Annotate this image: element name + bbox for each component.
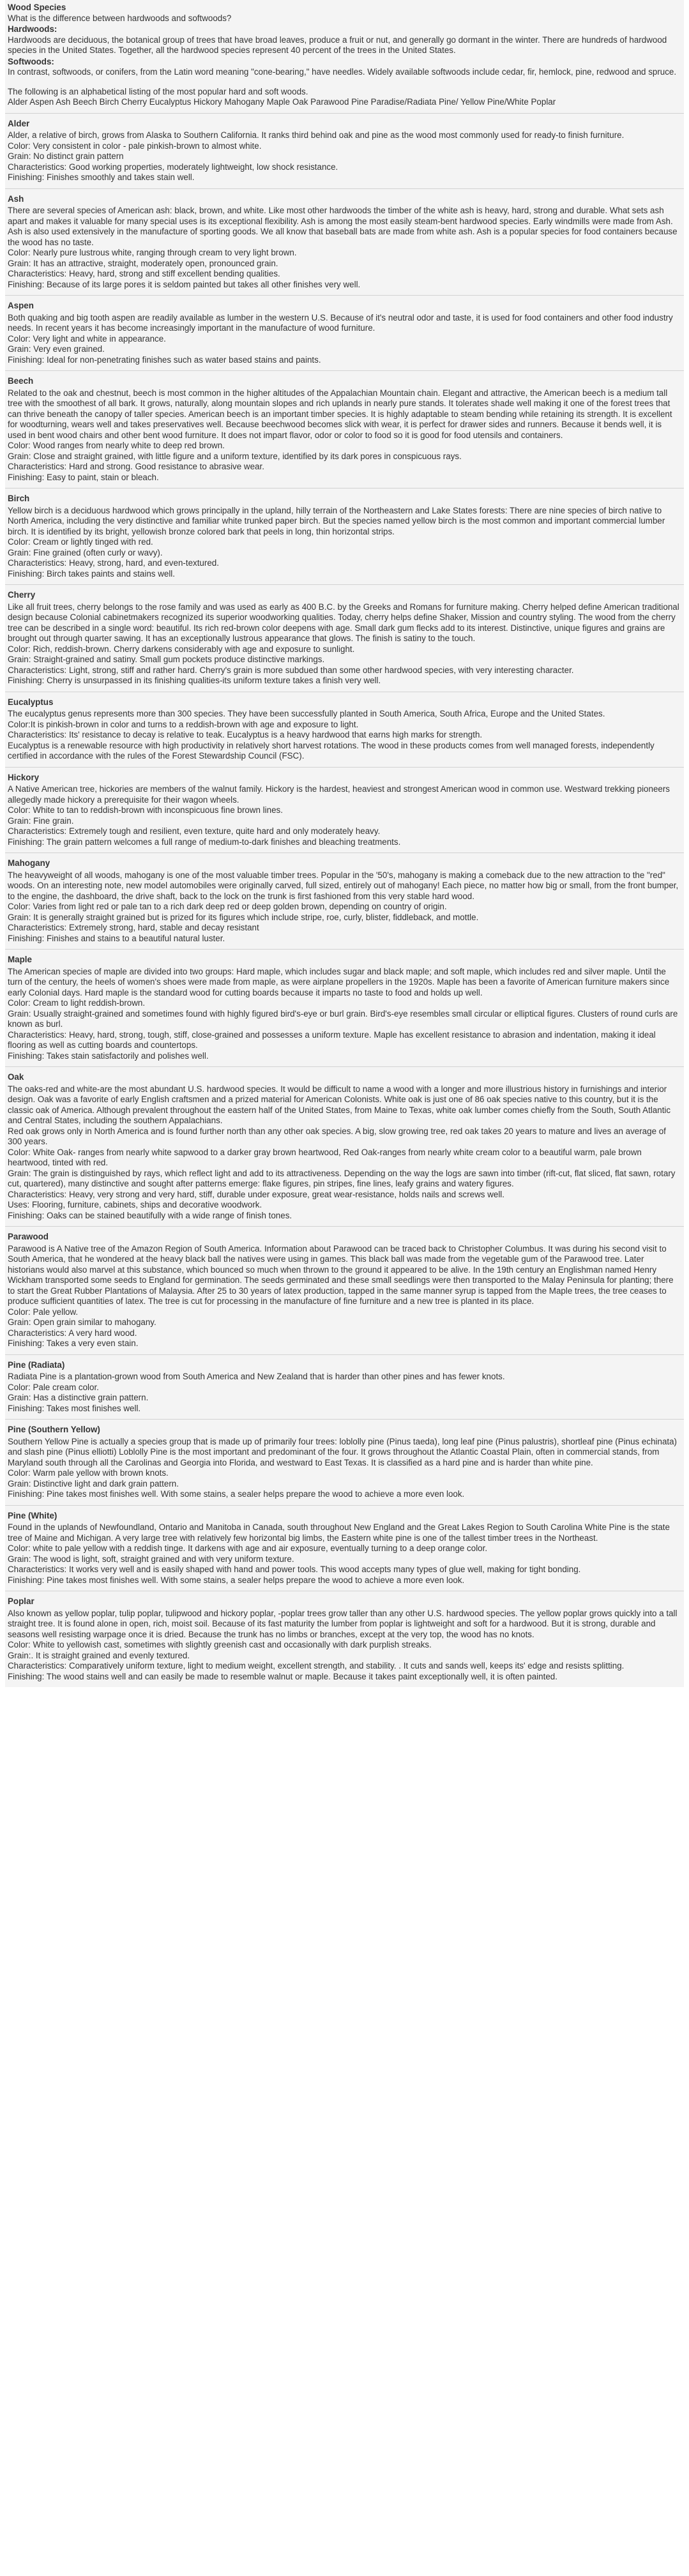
species-title: Mahogany (8, 858, 50, 868)
softwoods-heading: Softwoods: (8, 56, 54, 66)
species-line: Grain: Distinctive light and dark grain pattern. (8, 1478, 179, 1489)
species-line: Radiata Pine is a plantation-grown wood from South America and New Zealand that is harder than other pines and has fewer knots. (8, 1372, 505, 1381)
species-line: Characteristics: Light, strong, stiff and rather hard. Cherry's grain is more subdued than some other hardwood species, with very interesting character. (8, 665, 574, 675)
species-title: Hickory (8, 772, 40, 782)
species-section (5, 188, 684, 296)
species-line: Color: Varies from light red or pale tan to a rich dark deep red or deep golden brown, depending on country of origin. (8, 902, 447, 911)
hardwoods-text: Hardwoods are deciduous, the botanical group of trees that have broad leaves, produce a fruit or nut, and generally go dormant in the winter. There are hundreds of hardwood species in the United States. Together, all the hardwood species represent 40 percent of the trees in the United States. (8, 34, 667, 55)
species-line: Color: White to tan to reddish-brown with inconspicuous fine brown lines. (8, 805, 283, 815)
species-line: Grain: Open grain similar to mahogany. (8, 1317, 156, 1327)
intro-question: What is the difference between hardwoods and softwoods? (8, 13, 232, 23)
species-line: Grain: Very even grained. (8, 344, 105, 354)
species-section (5, 1226, 684, 1354)
species-line: Grain: The wood is light, soft, straight grained and with very uniform texture. (8, 1554, 294, 1564)
page-title: Wood Species (8, 3, 66, 12)
species-title: Alder (8, 118, 30, 128)
species-title: Birch (8, 494, 30, 503)
species-line: Color: Very light and white in appearance. (8, 333, 166, 344)
species-line: Yellow birch is a deciduous hardwood which grows principally in the upland, hilly terrain of the Northeastern and Lake States forests: There are nine species of birch native to North America, including the very distinctive and familiar white trunked paper birch. But the species named yellow birch is the most common and important commercial lumber birch. It is identified by its bright, yellowish bronze colored bark that peels in long, thin horizontal strips. (8, 505, 665, 536)
species-line: Color:It is pinkish-brown in color and turns to a reddish-brown with age and exposure to light. (8, 719, 359, 729)
species-line: Like all fruit trees, cherry belongs to the rose family and was used as early as 400 B.C. by the Greeks and Romans for furniture making. Cherry helped define American traditional design because Colonial cabinetmakers recognized its superior woodworking qualities. Today, cherry helps define Shaker, Mission and country styling. The wood from the cherry tree can be described in a single word: beautiful. Its rich red-brown color deepens with age. Small dark gum flecks add to its interest. Distinctive, unique figures and grains are brought out through quarter sawing. It has an exceptionally lustrous appearance that glows. The finish is satiny to the touch. (8, 602, 679, 643)
species-list: Alder Aspen Ash Beech Birch Cherry Eucalyptus Hickory Mahogany Maple Oak Parawood Pine Paradise/Radiata Pine/ Yellow Pine/White Poplar (8, 97, 556, 107)
species-line: Grain: Has a distinctive grain pattern. (8, 1393, 149, 1402)
intro-section (5, 3, 684, 113)
page (5, 0, 684, 1687)
species-line: Finishing: The wood stains well and can easily be made to resemble walnut or maple. Because it takes paint exceptionally well, it is often painted. (8, 1671, 557, 1681)
species-line: Finishing: Oaks can be stained beautifully with a wide range of finish tones. (8, 1210, 292, 1220)
species-line: Finishing: Pine takes most finishes well. With some stains, a sealer helps prepare the wood to achieve a more even look. (8, 1489, 465, 1499)
species-line: Finishing: Takes stain satisfactorily and polishes well. (8, 1050, 209, 1061)
species-title: Beech (8, 376, 34, 386)
species-line: Color: Very consistent in color - pale pinkish-brown to almost white. (8, 140, 262, 151)
species-line: Finishing: Finishes smoothly and takes stain well. (8, 172, 195, 182)
species-title: Ash (8, 193, 24, 204)
species-section (5, 370, 684, 488)
species-line: Characteristics: It works very well and is easily shaped with hand and power tools. This wood accepts many types of glue well, making for tight bonding. (8, 1565, 581, 1574)
species-line: Uses: Flooring, furniture, cabinets, ships and decorative woodwork. (8, 1200, 262, 1209)
species-line: Color: White Oak- ranges from nearly white sapwood to a darker gray brown heartwood, Red Oak-ranges from nearly white cream color to a beautiful warm, pale brown heartwood, tinted with red. (8, 1147, 642, 1167)
species-title: Aspen (8, 301, 34, 310)
species-title: Poplar (8, 1596, 34, 1606)
species-line: Alder, a relative of birch, grows from Alaska to Southern California. It ranks third behind oak and pine as the wood most commonly used for ready-to finish furniture. (8, 130, 625, 140)
species-line: Finishing: Takes a very even stain. (8, 1338, 139, 1348)
species-line: Finishing: Because of its large pores it is seldom painted but takes all other finishes very well. (8, 279, 361, 289)
species-line: Grain: Fine grained (often curly or wavy). (8, 547, 163, 557)
species-line: Red oak grows only in North America and is found further north than any other oak species. A big, slow growing tree, red oak takes 20 years to mature and lives an average of 300 years. (8, 1126, 666, 1146)
species-line: Characteristics: Heavy, hard, strong and stiff excellent bending qualities. (8, 269, 280, 278)
species-section (5, 1066, 684, 1226)
species-title: Parawood (8, 1232, 49, 1241)
species-line: Southern Yellow Pine is actually a species group that is made up of primarily four trees: loblolly pine (Pinus taeda), long leaf pine (Pinus palustris), shortleaf pine (Pinus echinata) and slash pine (Pinus elliotti) Loblolly Pine is the most important and predominant of the four. It grows throughout the Atlantic Coastal Plain, often in commercial stands, from Maryland south through all the Carolinas and Georgia into Florida, and westward to East Texas. It is classified as a hard pine and is harder than white pine. (8, 1436, 678, 1467)
species-line: Color: Pale yellow. (8, 1307, 79, 1317)
species-line: Parawood is A Native tree of the Amazon Region of South America. Information about Parawood can be traced back to Christopher Columbus. It was during his second visit to South America, that he wondered at the heavy black ball the natives were using in games. This black ball was made from the vegetable gum of the Parawood tree. Later historians would also marvel at this substance, which bounced so much when thrown to the ground it appeared to be alive. In the 19th century an Englishman named Henry Wickham transported some seeds to England for germination. The seeds germinated and these small seedlings were then transported to the Malay Peninsula for planting; there to start the Great Rubber Plantations of Malaysia. After 25 to 30 years of latex production, tapped in the same manner syrup is tapped from the Maple trees, the tree ceases to produce sufficient quantities of latex. The tree is cut for processing in the manufacture of fine furniture and a new tree is planted in its place. (8, 1243, 674, 1306)
species-title: Maple (8, 955, 32, 964)
species-section (5, 1591, 684, 1687)
species-line: Finishing: Birch takes paints and stains well. (8, 568, 175, 579)
species-line: A Native American tree, hickories are members of the walnut family. Hickory is the hardest, heaviest and strongest American wood in common use. Westward trekking pioneers allegedly made hickory a prerequisite for their wagon wheels. (8, 784, 670, 805)
species-section (5, 584, 684, 692)
species-section (5, 488, 684, 584)
species-title: Eucalyptus (8, 697, 54, 707)
species-line: Grain: Usually straight-grained and sometimes found with highly figured bird's-eye or burl grain. Bird's-eye resembles small circular or elliptical figures. Clusters of round curls are known as burl. (8, 1008, 678, 1029)
species-line: Grain: It has an attractive, straight, moderately open, pronounced grain. (8, 258, 278, 268)
species-line: The American species of maple are divided into two groups: Hard maple, which includes sugar and black maple; and soft maple, which includes red and silver maple. Until the turn of the century, the heels of women's shoes were made from maple, as were airplane propellers in the 1920s. Maple has been a favorite of American furniture makers since early Colonial days. Hard maple is the standard wood for cutting boards because it imparts no taste to food and holds up well. (8, 966, 670, 997)
species-line: Characteristics: Extremely strong, hard, stable and decay resistant (8, 923, 259, 932)
species-line: Color: Wood ranges from nearly white to deep red brown. (8, 441, 225, 450)
species-line: The eucalyptus genus represents more than 300 species. They have been successfully planted in South America, South Africa, Europe and the United States. (8, 709, 605, 718)
species-container (5, 113, 684, 1688)
species-line: Characteristics: Hard and strong. Good resistance to abrasive wear. (8, 462, 264, 471)
species-title: Pine (Southern Yellow) (8, 1425, 100, 1434)
species-line: Finishing: Takes most finishes well. (8, 1403, 141, 1413)
species-line: Characteristics: Heavy, hard, strong, tough, stiff, close-grained and possesses a uniform texture. Maple has excellent resistance to abrasion and indentation, making it ideal flooring as well as cutting boards and countertops. (8, 1029, 656, 1050)
species-line: Grain: No distinct grain pattern (8, 151, 124, 161)
species-section (5, 1505, 684, 1591)
species-line: Also known as yellow poplar, tulip poplar, tulipwood and hickory poplar, -poplar trees grow taller than any other U.S. hardwood species. The yellow poplar grows quickly into a tall straight tree. It is found alone in open, rich, moist soil. Because of its fast maturity the lumber from poplar is lightweight and soft for a hardwood. But it is strong, durable and seasons well resisting warpage once it is dried. Because the trunk has no limbs or branches, except at the very top, the wood has no knots. (8, 1608, 678, 1639)
species-line: Finishing: Finishes and stains to a beautiful natural luster. (8, 933, 225, 943)
species-line: Grain: Straight-grained and satiny. Small gum pockets produce distinctive markings. (8, 655, 325, 664)
species-line: Eucalyptus is a renewable resource with high productivity in relatively short harvest rotations. The wood in these products comes from well managed forests, independently certified in accordance with the rules of the Forest Stewardship Council (FSC). (8, 740, 655, 761)
species-section (5, 692, 684, 767)
species-title: Cherry (8, 590, 36, 600)
species-line: Characteristics: Heavy, very strong and very hard, stiff, durable under exposure, great wear-resistance, holds nails and screws well. (8, 1189, 505, 1199)
species-line: Color: Cream or lightly tinged with red. (8, 537, 153, 547)
species-line: Finishing: Pine takes most finishes well. With some stains, a sealer helps prepare the wood to achieve a more even look. (8, 1575, 465, 1585)
species-section (5, 1419, 684, 1505)
species-title: Oak (8, 1072, 24, 1082)
species-line: The oaks-red and white-are the most abundant U.S. hardwood species. It would be difficult to name a wood with a longer and more illustrious history in furnishings and interior design. Oak was a favorite of early English craftsmen and a prized material for American Colonists. White oak is just one of 86 oak species native to this country, but it is the classic oak of America. Although prevalent throughout the eastern half of the United States, from Maine to Texas, white oak lumber comes chiefly from the South, South Atlantic and Central States, including the southern Appalachians. (8, 1084, 671, 1125)
species-line: Color: Cream to light reddish-brown. (8, 998, 146, 1008)
species-line: Both quaking and big tooth aspen are readily available as lumber in the western U.S. Because of it's neutral odor and taste, it is used for food containers and other food industry needs. In recent years it has become increasingly important in the manufacture of wood furniture. (8, 312, 673, 333)
species-line: Finishing: The grain pattern welcomes a full range of medium-to-dark finishes and bleaching treatments. (8, 837, 401, 847)
species-line: Grain: It is generally straight grained but is prized for its figures which include stripe, roe, curly, blister, fiddleback, and mottle. (8, 912, 479, 922)
hardwoods-heading: Hardwoods: (8, 24, 57, 34)
species-line: Color: Nearly pure lustrous white, ranging through cream to very light brown. (8, 248, 297, 257)
species-line: Characteristics: Comparatively uniform texture, light to medium weight, excellent strength, and stability. . It cuts and sands well, keeps its' edge and resists splitting. (8, 1661, 625, 1671)
species-title: Pine (Radiata) (8, 1360, 65, 1370)
species-section (5, 113, 684, 188)
species-title: Pine (White) (8, 1510, 57, 1520)
species-line: Color: Rich, reddish-brown. Cherry darkens considerably with age and exposure to sunlight. (8, 644, 355, 654)
species-line: Finishing: Cherry is unsurpassed in its finishing qualities-its uniform texture takes a finish very well. (8, 676, 381, 685)
species-line: Color: Pale cream color. (8, 1382, 99, 1392)
species-line: Characteristics: Extremely tough and resilient, even texture, quite hard and only moderately heavy. (8, 826, 381, 836)
species-section (5, 852, 684, 949)
species-section (5, 1354, 684, 1420)
species-line: Finishing: Easy to paint, stain or bleach. (8, 472, 159, 482)
species-line: Color: White to yellowish cast, sometimes with slightly greenish cast and occasionally with dark purplish streaks. (8, 1640, 432, 1649)
spacer (8, 78, 681, 87)
species-section (5, 295, 684, 370)
species-line: Characteristics: A very hard wood. (8, 1328, 137, 1338)
species-section (5, 767, 684, 853)
species-section (5, 949, 684, 1066)
species-line: Related to the oak and chestnut, beech is most common in the higher altitudes of the Appalachian Mountain chain. Elegant and attractive, the American beech is a medium tall tree with the smoothest of all bark. It grows, naturally, along mountain slopes and rich uplands in nearly pure stands. It tolerates shade well making it one of the forest trees that can thrive beneath the canopy of taller species. American beech is an important timber species. It is highly adaptable to steam bending while retaining its strength. It is excellent for woodturning, wears well and takes preservatives well. Because beechwood becomes slick with wear, it is perfect for drawer sides and runners. Because it bends well, it is used in bent wood chairs and other bent wood furniture. It does not impart flavor, odor or color to food so it is good for food utensils and containers. (8, 388, 672, 440)
species-line: There are several species of American ash: black, brown, and white. Like most other hardwoods the timber of the white ash is heavy, hard, strong and durable. What sets ash apart and makes it valuable for many special uses is its exceptional flexibility. Ash is among the most easily steam-bent hardwood species. Early windmills were made from Ash. Ash is also used extensively in the manufacture of sporting goods. We all know that baseball bats are made from white ash. Ash is a popular species for food containers because the wood has no taste. (8, 206, 678, 247)
species-line: Characteristics: Good working properties, moderately lightweight, low shock resistance. (8, 162, 338, 172)
softwoods-text: In contrast, softwoods, or conifers, from the Latin word meaning "cone-bearing," have needles. Widely available softwoods include cedar, fir, hemlock, pine, redwood and spruce. (8, 67, 677, 77)
species-line: Color: Warm pale yellow with brown knots. (8, 1468, 169, 1478)
species-line: Color: white to pale yellow with a reddish tinge. It darkens with age and air exposure, eventually turning to a deep orange color. (8, 1543, 488, 1553)
species-line: Grain:. It is straight grained and evenly textured. (8, 1650, 190, 1660)
species-line: Finishing: Ideal for non-penetrating finishes such as water based stains and paints. (8, 354, 321, 365)
species-line: Grain: Close and straight grained, with little figure and a uniform texture, identified by its dark pores in conspicuous rays. (8, 451, 462, 461)
listing-text: The following is an alphabetical listing of the most popular hard and soft woods. (8, 86, 308, 96)
species-line: The heavyweight of all woods, mahogany is one of the most valuable timber trees. Popular in the '50's, mahogany is making a comeback due to the new attraction to the "red" woods. On an interesting note, new model automobiles were originally carved, full sized, entirely out of mahogany! Each piece, no matter how big or small, from the front bumper, to the engine, the dashboard, the drive shaft, back to the lock on the trunk is first fashioned from this very stable hard wood. (8, 870, 679, 901)
species-line: Grain: Fine grain. (8, 815, 74, 826)
species-line: Characteristics: Heavy, strong, hard, and even-textured. (8, 558, 219, 568)
species-line: Grain: The grain is distinguished by rays, which reflect light and add to its attractiveness. Depending on the way the logs are sawn into timber (rift-cut, flat sliced, flat sawn, rotary cut, quartered), many distinctive and sought after patterns emerge: flake figures, pin stripes, fine lines, leafy grains and watery figures. (8, 1168, 676, 1188)
species-line: Found in the uplands of Newfoundland, Ontario and Manitoba in Canada, south throughout New England and the Great Lakes Region to South Carolina White Pine is the state tree of Maine and Michigan. A very large tree with relatively few horizontal big limbs, the Eastern white pine is one of the tallest timber trees in the Northeast. (8, 1522, 670, 1543)
species-line: Characteristics: Its' resistance to decay is relative to teak. Eucalyptus is a heavy hardwood that earns high marks for strength. (8, 730, 483, 739)
